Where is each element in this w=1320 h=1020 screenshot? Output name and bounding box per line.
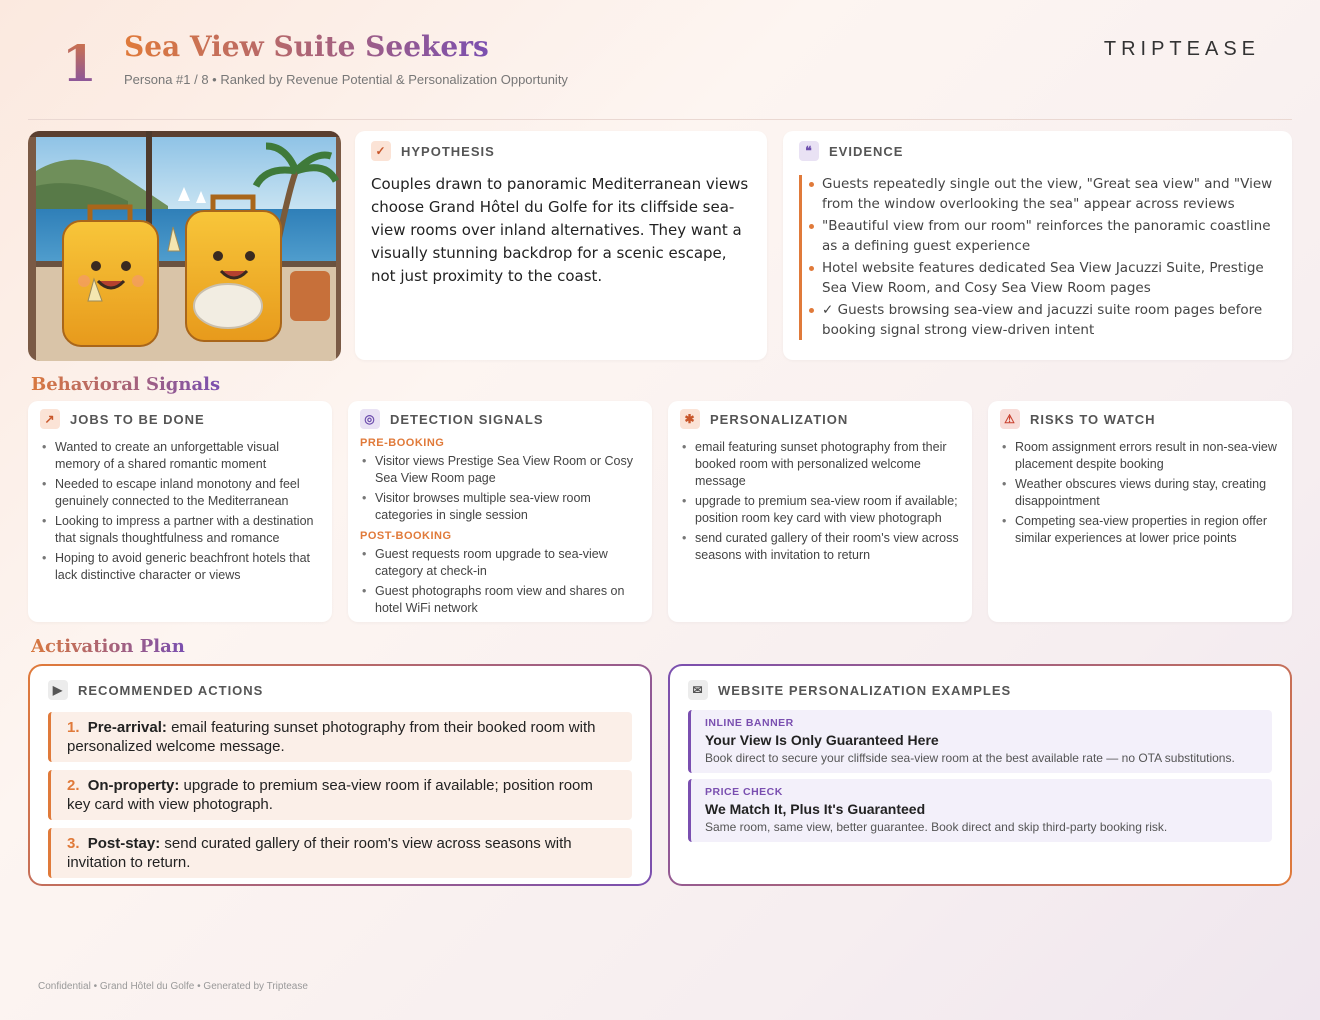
personalization-card (668, 401, 972, 622)
evidence-item: ✓ Guests browsing sea-view and jacuzzi suite room pages before booking signal strong view-driven intent (822, 301, 1276, 340)
check-icon: ✓ (371, 141, 391, 161)
list-item: • Hoping to avoid generic beachfront hotels that lack distinctive character or views (40, 550, 320, 584)
hypothesis-heading: HYPOTHESIS (401, 143, 495, 159)
page-header (28, 28, 1292, 120)
list-item: • Visitor views Prestige Sea View Room or Cosy Sea View Room page (360, 453, 640, 487)
pre-booking-list (360, 453, 640, 524)
detection-heading: DETECTION SIGNALS (390, 411, 544, 427)
list-item: • Weather obscures views during stay, creating disappointment (1000, 476, 1280, 510)
risks-list (1000, 439, 1280, 547)
pre-booking-label: PRE-BOOKING (360, 437, 445, 449)
suitcase-couple-illustration (28, 131, 341, 361)
target-icon: ◎ (360, 409, 380, 429)
example-item: INLINE BANNER Your View Is Only Guaranteed Here Book direct to secure your cliffside sea-view room at the best available rate — no OTA substitutions. (688, 710, 1272, 773)
activation-plan-title: Activation Plan (31, 636, 185, 657)
list-item: • upgrade to premium sea-view room if available; position room key card with view photograph (680, 493, 960, 527)
arrow-up-right-icon: ↗ (40, 409, 60, 429)
examples-heading: WEBSITE PERSONALIZATION EXAMPLES (718, 682, 1012, 698)
actions-heading: RECOMMENDED ACTIONS (78, 682, 264, 698)
jobs-list (40, 439, 320, 584)
persona-illustration (28, 131, 341, 361)
list-item: • Guest requests room upgrade to sea-view category at check-in (360, 546, 640, 580)
risks-heading: RISKS TO WATCH (1030, 411, 1156, 427)
list-item: • Room assignment errors result in non-sea-view placement despite booking (1000, 439, 1280, 473)
action-item: 2. On-property: upgrade to premium sea-view room if available; position room key card with view photograph. (48, 770, 632, 820)
list-item: • email featuring sunset photography from their booked room with personalized welcome message (680, 439, 960, 490)
jobs-heading: JOBS TO BE DONE (70, 411, 205, 427)
quote-icon: ❝ (799, 141, 819, 161)
page-subtitle: Persona #1 / 8 • Ranked by Revenue Potential & Personalization Opportunity (124, 72, 568, 87)
evidence-card (783, 131, 1292, 360)
evidence-list (799, 175, 1276, 340)
page-footer: Confidential • Grand Hôtel du Golfe • Generated by Triptease (38, 981, 308, 992)
post-booking-label: POST-BOOKING (360, 530, 452, 542)
list-item: • Competing sea-view properties in region offer similar experiences at lower price points (1000, 513, 1280, 547)
example-item: PRICE CHECK We Match It, Plus It's Guaranteed Same room, same view, better guarantee. Book direct and skip third-party booking risk. (688, 779, 1272, 842)
asterisk-icon: ✱ (680, 409, 700, 429)
evidence-heading: EVIDENCE (829, 143, 904, 159)
personalization-list (680, 439, 960, 564)
list-item: • Wanted to create an unforgettable visual memory of a shared romantic moment (40, 439, 320, 473)
list-item: • Looking to impress a partner with a destination that signals thoughtfulness and romance (40, 513, 320, 547)
page-title: Sea View Suite Seekers (124, 30, 489, 63)
list-item: • Visitor browses multiple sea-view room categories in single session (360, 490, 640, 524)
play-icon: ▶ (48, 680, 68, 700)
website-examples-card (668, 664, 1292, 886)
evidence-item: Guests repeatedly single out the view, "Great sea view" and "View from the window overlooking the sea" appear across reviews (822, 175, 1276, 214)
hypothesis-card (355, 131, 767, 360)
list-item: • Needed to escape inland monotony and feel genuinely connected to the Mediterranean (40, 476, 320, 510)
jobs-card (28, 401, 332, 622)
brand-logo: TRIPTEASE (1103, 38, 1260, 60)
action-item: 3. Post-stay: send curated gallery of their room's view across seasons with invitation to return. (48, 828, 632, 878)
list-item: • send curated gallery of their room's view across seasons with invitation to return (680, 530, 960, 564)
evidence-item: Hotel website features dedicated Sea View Jacuzzi Suite, Prestige Sea View Room, and Cosy Sea View Room pages (822, 259, 1276, 298)
mail-icon: ✉ (688, 680, 708, 700)
action-item: 1. Pre-arrival: email featuring sunset photography from their booked room with personalized welcome message. (48, 712, 632, 762)
evidence-item: "Beautiful view from our room" reinforces the panoramic coastline as a defining guest experience (822, 217, 1276, 256)
persona-rank: 1 (62, 34, 97, 93)
post-booking-list (360, 546, 640, 617)
detection-card (348, 401, 652, 622)
behavioral-signals-title: Behavioral Signals (31, 374, 221, 395)
list-item: • Guest photographs room view and shares on hotel WiFi network (360, 583, 640, 617)
hypothesis-text: Couples drawn to panoramic Mediterranean views choose Grand Hôtel du Golfe for its cliffside sea-view rooms over inland alternatives. They want a visually stunning backdrop for a scenic escape, not just proximity to the coast. (371, 175, 749, 285)
personalization-heading: PERSONALIZATION (710, 411, 849, 427)
recommended-actions-card (28, 664, 652, 886)
risks-card (988, 401, 1292, 622)
warning-icon: ⚠ (1000, 409, 1020, 429)
